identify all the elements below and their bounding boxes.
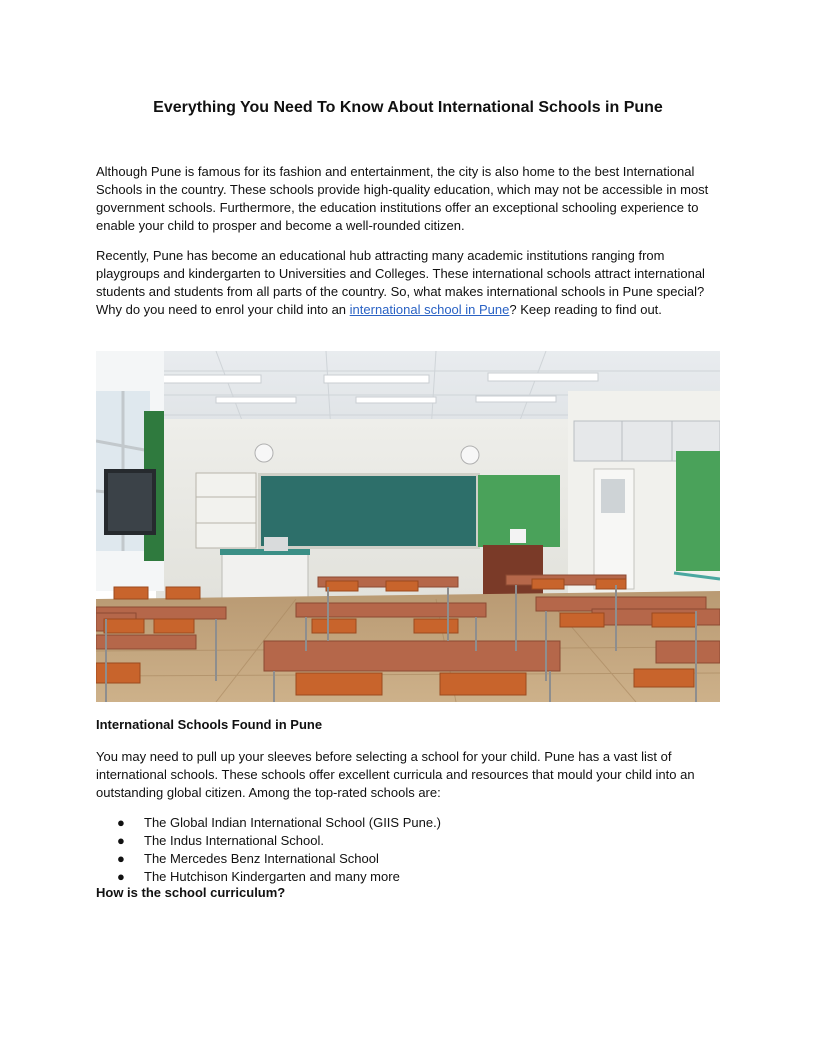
classroom-photo-svg	[96, 351, 720, 702]
second-paragraph-text-end: ? Keep reading to find out.	[509, 302, 662, 317]
list-item-text: The Hutchison Kindergarten and many more	[144, 869, 400, 884]
bullet-icon: ●	[117, 851, 125, 866]
intro-paragraph: Although Pune is famous for its fashion and entertainment, the city is also home to the best International Schools in the country. These schools provide high-quality education, which may not be accessible in most government schools. Furthermore, the education institutions offer an exceptional schooling experience to enable your child to prosper and become a well-rounded citizen.	[96, 164, 709, 233]
classroom-photo	[96, 351, 720, 702]
schools-paragraph: You may need to pull up your sleeves before selecting a school for your child. Pune has a vast list of international schools. These schools offer excellent curricula and resources that mould your child into an outstanding global citizen. Among the top-rated schools are:	[96, 749, 695, 800]
second-paragraph	[96, 247, 720, 319]
section-heading-schools: International Schools Found in Pune	[96, 717, 323, 732]
list-item-text: The Global Indian International School (GIIS Pune.)	[144, 815, 442, 830]
international-school-link[interactable]: international school in Pune	[349, 302, 510, 317]
bullet-icon: ●	[117, 869, 125, 884]
list-item	[96, 814, 441, 832]
bullet-icon: ●	[117, 815, 125, 830]
list-item-text: The Mercedes Benz International School	[144, 851, 379, 866]
bullet-icon: ●	[117, 833, 125, 848]
list-item	[96, 832, 441, 850]
list-item	[96, 850, 441, 868]
schools-list	[96, 814, 441, 886]
section-heading-curriculum: How is the school curriculum?	[96, 885, 286, 900]
article-title: Everything You Need To Know About International Schools in Pune	[153, 99, 663, 116]
second-paragraph-text: Recently, Pune has become an educational hub attracting many academic institutions ranging from playgroups and kindergarten to Universities and Colleges. These international schools attract international students and students from all parts of the country. So, what makes international schools in Pune special? Why do you need to enrol your child into an	[96, 248, 705, 317]
list-item-text: The Indus International School.	[144, 833, 324, 848]
